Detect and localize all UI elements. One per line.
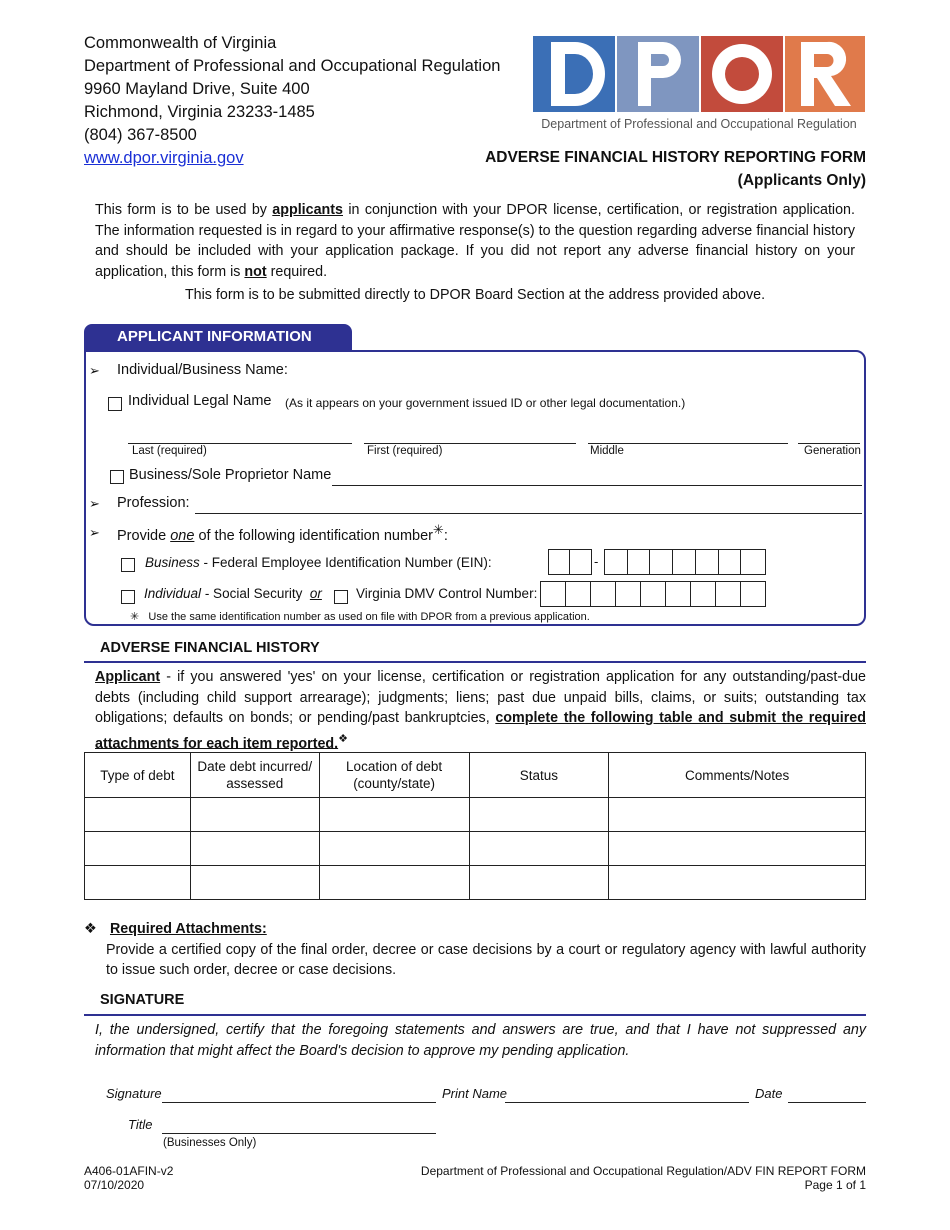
- footer-department: Department of Professional and Occupational Regulation/ADV FIN REPORT FORM: [420, 1164, 866, 1178]
- ein-dash: -: [594, 554, 599, 569]
- business-name-field[interactable]: [332, 485, 862, 486]
- adverse-body: - if you answered 'yes' on your license, certification or registration application for any outstanding/past-due debts (including child support arrearage); judgments; liens; past due unpaid bills, claims, or suits; outstanding tax obligations; defaults on bonds; or pending/past bankruptcies,: [95, 669, 866, 726]
- form-title-block: [485, 146, 866, 192]
- table-cell[interactable]: [319, 832, 469, 866]
- address-line: (804) 367-8500: [84, 126, 197, 144]
- ssn-label-text: - Social Security: [204, 586, 303, 601]
- diamond-mark-icon: ❖: [338, 732, 348, 745]
- id-colon: :: [443, 527, 448, 544]
- website-link[interactable]: www.dpor.virginia.gov: [84, 149, 244, 167]
- page-number: Page 1 of 1: [804, 1178, 866, 1192]
- address-line: Richmond, Virginia 23233-1485: [84, 103, 315, 121]
- debt-table: [84, 752, 866, 900]
- table-cell[interactable]: [609, 832, 866, 866]
- first-name-caption: First (required): [367, 445, 443, 457]
- adverse-emphasis: complete the following table and submit the required attachments for each item reported.: [95, 710, 866, 752]
- signature-label: Signature: [106, 1086, 162, 1101]
- id-number-label: [117, 522, 448, 544]
- table-cell[interactable]: [609, 866, 866, 900]
- ssn-emphasis: Individual: [144, 586, 202, 601]
- intro-paragraph: [95, 200, 855, 282]
- adverse-history-heading: ADVERSE FINANCIAL HISTORY: [100, 640, 320, 656]
- legal-name-note: (As it appears on your government issued ID or other legal documentation.): [285, 396, 686, 410]
- diamond-bullet-icon: ❖: [84, 921, 97, 937]
- signature-heading: SIGNATURE: [100, 992, 185, 1008]
- table-cell[interactable]: [469, 866, 609, 900]
- name-label: Individual/Business Name:: [117, 362, 288, 378]
- ssn-or: or: [309, 586, 322, 601]
- ein-label: [145, 555, 492, 570]
- dmv-checkbox[interactable]: [334, 590, 348, 604]
- title-label: Title: [128, 1117, 153, 1132]
- footer-right: [421, 1164, 866, 1192]
- column-header: Date debt incurred/ assessed: [190, 753, 319, 798]
- print-name-field[interactable]: [505, 1102, 749, 1103]
- id-emphasis: one: [170, 527, 195, 544]
- generation-field[interactable]: [798, 443, 860, 444]
- dpor-logo: [533, 36, 865, 132]
- last-name-field[interactable]: [128, 443, 352, 444]
- ein-label-text: - Federal Employee Identification Number (EIN):: [203, 555, 492, 570]
- legal-name-checkbox[interactable]: [108, 397, 122, 411]
- id-footnote-text: Use the same identification number as used on file with DPOR from a previous application.: [148, 611, 590, 623]
- ssn-dmv-boxes[interactable]: [540, 581, 766, 607]
- form-date: 07/10/2020: [84, 1178, 145, 1192]
- required-attachments: [84, 919, 866, 981]
- table-cell[interactable]: [190, 866, 319, 900]
- generation-caption: Generation: [804, 445, 861, 457]
- section-rule: [84, 661, 866, 663]
- middle-name-field[interactable]: [588, 443, 788, 444]
- asterisk-icon: ✳: [433, 522, 444, 537]
- form-subtitle: (Applicants Only): [737, 172, 866, 189]
- legal-name-label: Individual Legal Name: [128, 393, 272, 409]
- form-title: ADVERSE FINANCIAL HISTORY REPORTING FORM: [485, 149, 866, 166]
- table-cell[interactable]: [85, 866, 191, 900]
- date-field[interactable]: [788, 1102, 866, 1103]
- intro-text: in conjunction with your DPOR license, certification, or registration application. The information requested is in regard to your affirmative response(s) to the question regarding adverse financial history and should be included with your application package. If you did not report any adverse financial history on your application, this form is: [95, 202, 855, 280]
- table-cell[interactable]: [190, 798, 319, 832]
- address-line: Department of Professional and Occupational Regulation: [84, 57, 501, 75]
- intro-emphasis: not: [244, 263, 267, 280]
- adverse-lead: Applicant: [95, 669, 161, 685]
- section-rule: [84, 1014, 866, 1016]
- id-suffix: of the following identification number: [198, 527, 433, 544]
- logo-caption: Department of Professional and Occupational Regulation: [541, 117, 857, 131]
- intro-text: required.: [270, 263, 328, 280]
- table-cell[interactable]: [85, 798, 191, 832]
- arrow-bullet-icon: ➢: [89, 363, 100, 378]
- ssn-label: [144, 586, 322, 601]
- arrow-bullet-icon: ➢: [89, 525, 100, 540]
- table-cell[interactable]: [609, 798, 866, 832]
- adverse-history-text: [95, 667, 866, 754]
- table-row: [85, 866, 866, 900]
- agency-address: [84, 32, 500, 170]
- dmv-label: Virginia DMV Control Number:: [356, 586, 538, 601]
- address-line: 9960 Mayland Drive, Suite 400: [84, 80, 310, 98]
- title-field[interactable]: [162, 1133, 436, 1134]
- applicant-info-tab: APPLICANT INFORMATION: [84, 324, 352, 352]
- id-footnote: [130, 610, 590, 623]
- form-code: A406-01AFIN-v2: [84, 1164, 174, 1178]
- signature-statement: I, the undersigned, certify that the foregoing statements and answers are true, and that I have not suppressed any information that might affect the Board's decision to approve my pending application.: [95, 1022, 866, 1059]
- table-row: [85, 832, 866, 866]
- table-cell[interactable]: [190, 832, 319, 866]
- ssn-checkbox[interactable]: [121, 590, 135, 604]
- submit-note: This form is to be submitted directly to DPOR Board Section at the address provided above.: [184, 287, 766, 303]
- table-header-row: [85, 753, 866, 798]
- date-label: Date: [755, 1086, 783, 1101]
- table-row: [85, 798, 866, 832]
- ein-suffix-boxes[interactable]: [604, 549, 766, 575]
- attachments-text: Provide a certified copy of the final order, decree or case decisions by a court or regulatory agency with lawful authority to issue such order, decree or case decisions.: [106, 941, 866, 978]
- intro-text: This form is to be used by: [95, 202, 267, 218]
- footer-left: [84, 1164, 173, 1192]
- ein-checkbox[interactable]: [121, 558, 135, 572]
- intro-emphasis: applicants: [272, 202, 343, 218]
- id-prefix: Provide: [117, 527, 167, 544]
- first-name-field[interactable]: [364, 443, 576, 444]
- address-line: Commonwealth of Virginia: [84, 34, 277, 52]
- table-cell[interactable]: [85, 832, 191, 866]
- ein-prefix-boxes[interactable]: [548, 549, 592, 575]
- title-note: (Businesses Only): [163, 1137, 257, 1149]
- column-header: Location of debt (county/state): [319, 753, 469, 798]
- print-name-label: Print Name: [442, 1086, 508, 1101]
- asterisk-icon: ✳: [130, 611, 140, 623]
- table-cell[interactable]: [319, 798, 469, 832]
- table-cell[interactable]: [469, 832, 609, 866]
- column-header: Status: [469, 753, 609, 798]
- attachments-heading: Required Attachments:: [109, 921, 267, 937]
- signature-field[interactable]: [162, 1102, 436, 1103]
- profession-field[interactable]: [195, 513, 862, 514]
- last-name-caption: Last (required): [132, 445, 207, 457]
- middle-name-caption: Middle: [590, 445, 624, 457]
- table-cell[interactable]: [469, 798, 609, 832]
- column-header: Comments/Notes: [609, 753, 866, 798]
- arrow-bullet-icon: ➢: [89, 496, 100, 511]
- ein-emphasis: Business: [145, 555, 200, 570]
- business-name-checkbox[interactable]: [110, 470, 124, 484]
- business-name-label: Business/Sole Proprietor Name: [129, 467, 332, 483]
- profession-label: Profession:: [117, 495, 190, 511]
- table-cell[interactable]: [319, 866, 469, 900]
- column-header: Type of debt: [85, 753, 191, 798]
